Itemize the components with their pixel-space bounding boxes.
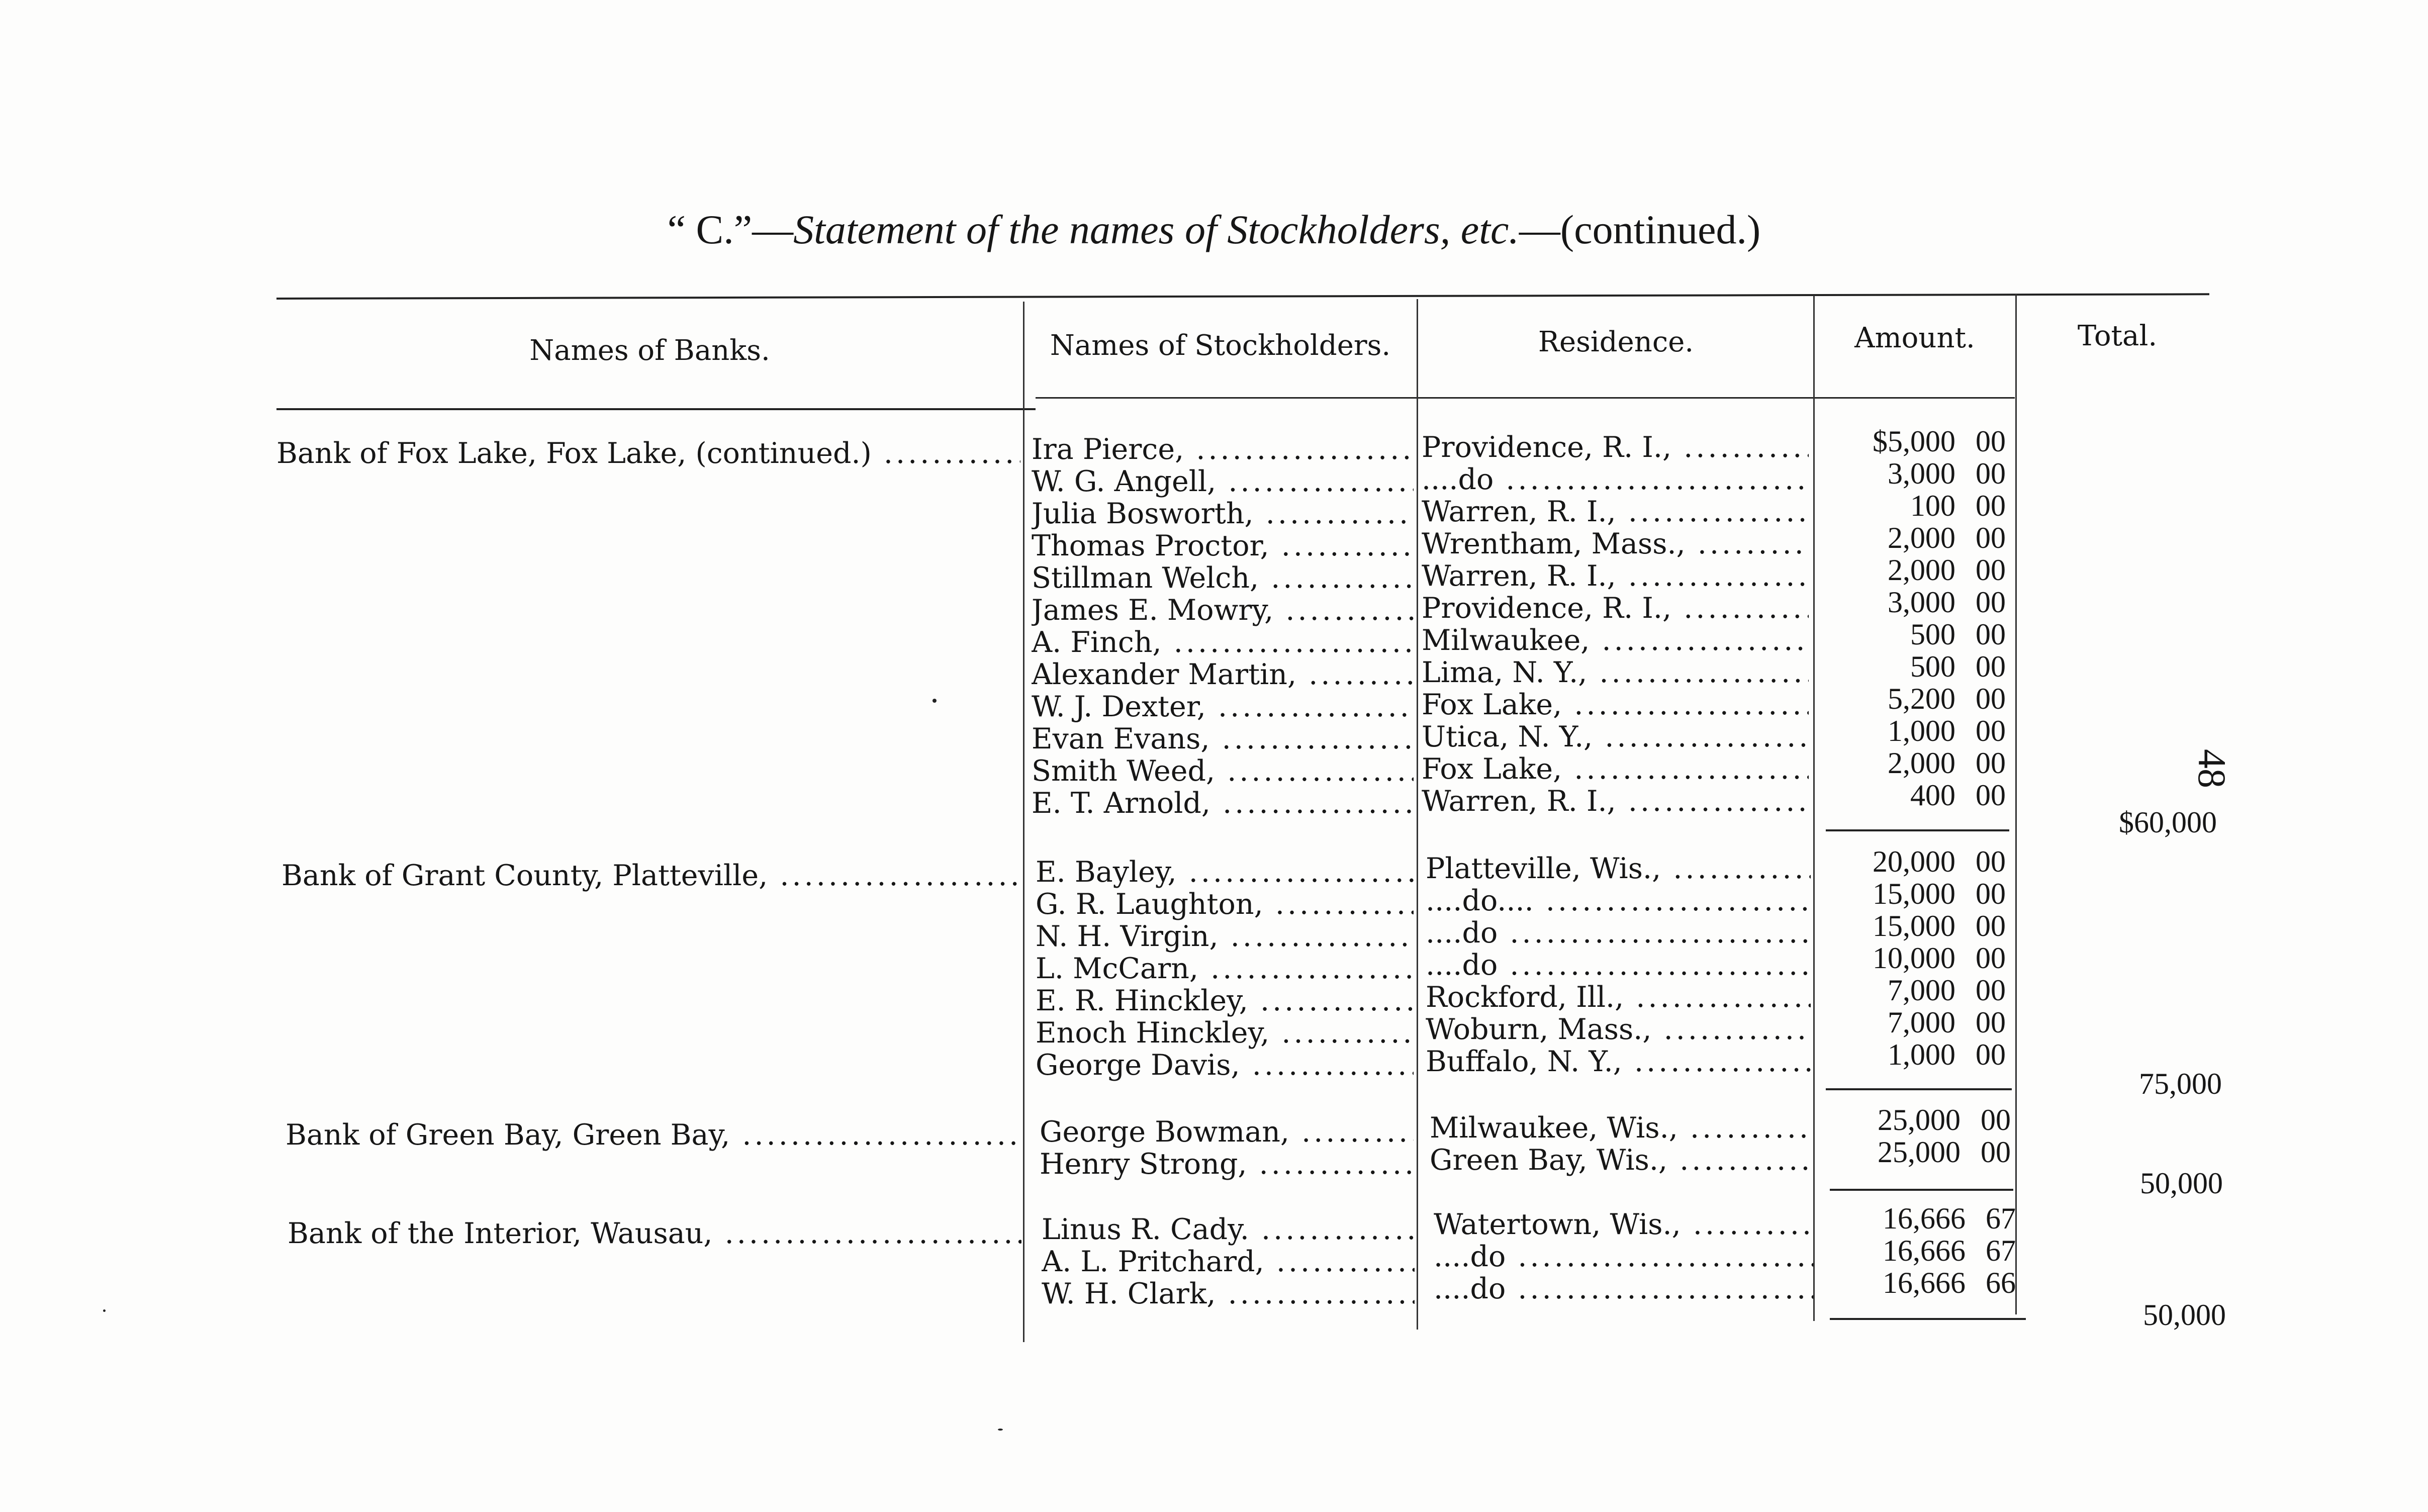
amount: 500 00 bbox=[1910, 618, 2006, 651]
residence: Milwaukee, ..... bbox=[1422, 624, 1809, 656]
residence: ....do ..... bbox=[1434, 1273, 1813, 1305]
amount: 5,200 00 bbox=[1888, 682, 2006, 715]
bank-name-green-bay: Bank of Green Bay, Green Bay, ..... bbox=[286, 1119, 1021, 1151]
stockholder-name: Ira Pierce, ..... bbox=[1032, 433, 1414, 465]
stockholder-name: Enoch Hinckley, ..... bbox=[1036, 1017, 1414, 1049]
bank-name-grant-county: Bank of Grant County, Platteville, ..... bbox=[282, 860, 1021, 892]
residence: Fox Lake, ..... bbox=[1422, 689, 1809, 721]
stockholder-name: W. G. Angell, ..... bbox=[1032, 465, 1414, 498]
stockholder-name: George Bowman, ..... bbox=[1040, 1116, 1414, 1148]
header-stockholder: Names of Stockholders. bbox=[1050, 329, 1391, 362]
title-italic: Statement of the names of Stockholders, etc. bbox=[793, 207, 1519, 252]
subtotal-rule bbox=[1830, 1318, 2026, 1320]
bank-name-fox-lake: Bank of Fox Lake, Fox Lake, (continued.) ..... bbox=[276, 437, 1020, 469]
bank-total: 75,000 bbox=[2139, 1067, 2222, 1100]
amount: 2,000 00 bbox=[1888, 521, 2006, 554]
residence: Utica, N. Y., ..... bbox=[1422, 721, 1809, 753]
residence: Platteville, Wis., ..... bbox=[1426, 853, 1811, 885]
amount: $5,000 00 bbox=[1873, 425, 2006, 458]
amount: 3,000 00 bbox=[1888, 586, 2006, 619]
amount: 1,000 00 bbox=[1888, 1038, 2006, 1071]
header-residence: Residence. bbox=[1538, 326, 1694, 358]
amount: 7,000 00 bbox=[1888, 1006, 2006, 1039]
residence: Wrentham, Mass., ..... bbox=[1422, 528, 1809, 560]
residence: ....do ..... bbox=[1426, 949, 1811, 981]
bank-total: $60,000 bbox=[2119, 806, 2217, 839]
amount: 500 00 bbox=[1910, 650, 2006, 683]
residence: Fox Lake, ..... bbox=[1422, 753, 1809, 785]
residence: ....do.... ..... bbox=[1426, 885, 1811, 917]
amount: 15,000 00 bbox=[1873, 909, 2006, 942]
amount: 2,000 00 bbox=[1888, 746, 2006, 780]
stockholder-name: Smith Weed, ..... bbox=[1032, 755, 1414, 787]
stockholder-name: Evan Evans, ..... bbox=[1032, 723, 1414, 755]
residence: ....do ..... bbox=[1426, 917, 1811, 949]
amount: 100 00 bbox=[1910, 489, 2006, 522]
residence: ....do ..... bbox=[1422, 463, 1809, 496]
stockholder-name: A. Finch, ..... bbox=[1032, 626, 1414, 658]
bank-name-interior: Bank of the Interior, Wausau, ..... bbox=[288, 1217, 1021, 1250]
residence: Providence, R. I., ..... bbox=[1422, 592, 1809, 624]
title-prefix: “ C.”— bbox=[667, 207, 794, 252]
amount: 16,666 67 bbox=[1883, 1234, 2016, 1267]
stockholder-name: George Davis, ..... bbox=[1036, 1049, 1414, 1081]
amount: 25,000 00 bbox=[1878, 1103, 2011, 1137]
amount: 400 00 bbox=[1910, 779, 2006, 812]
col-sep-amount bbox=[2015, 294, 2017, 1314]
residence: Rockford, Ill., ..... bbox=[1426, 981, 1811, 1013]
amount: 2,000 00 bbox=[1888, 553, 2006, 587]
scan-speck bbox=[932, 699, 937, 703]
scan-speck bbox=[998, 1429, 1003, 1431]
residence: Warren, R. I., ..... bbox=[1422, 560, 1809, 592]
residence: Buffalo, N. Y., ..... bbox=[1426, 1046, 1811, 1078]
title-suffix: —(continued.) bbox=[1519, 207, 1761, 252]
header-bottom-rule-right bbox=[1036, 397, 2015, 399]
stockholder-name: E. T. Arnold, ..... bbox=[1032, 787, 1414, 819]
amount: 20,000 00 bbox=[1873, 845, 2006, 878]
subtotal-rule bbox=[1830, 1189, 2013, 1191]
residence: Warren, R. I., ..... bbox=[1422, 496, 1809, 528]
residence: Green Bay, Wis., ..... bbox=[1430, 1144, 1812, 1176]
stockholder-name: Julia Bosworth, ..... bbox=[1032, 498, 1414, 530]
residence: Providence, R. I., ..... bbox=[1422, 431, 1809, 463]
residence: Watertown, Wis., ..... bbox=[1434, 1208, 1813, 1241]
stockholder-name: Stillman Welch, ..... bbox=[1032, 562, 1414, 594]
header-bank: Names of Banks. bbox=[529, 334, 770, 367]
stockholder-name: Alexander Martin, ..... bbox=[1032, 658, 1414, 691]
residence: Lima, N. Y., ..... bbox=[1422, 656, 1809, 689]
amount: 15,000 00 bbox=[1873, 877, 2006, 910]
col-sep-bank bbox=[1023, 302, 1024, 1342]
stockholder-name: Thomas Proctor, ..... bbox=[1032, 530, 1414, 562]
amount: 16,666 67 bbox=[1883, 1202, 2016, 1235]
header-amount: Amount. bbox=[1854, 322, 1975, 354]
amount: 10,000 00 bbox=[1873, 941, 2006, 975]
scan-speck bbox=[103, 1309, 106, 1312]
stockholder-name: Linus R. Cady. ..... bbox=[1042, 1213, 1415, 1246]
stockholder-name: A. L. Pritchard, ..... bbox=[1042, 1246, 1415, 1278]
stockholder-name: E. Bayley, ..... bbox=[1036, 856, 1414, 888]
page-title bbox=[0, 206, 2428, 253]
residence: Warren, R. I., ..... bbox=[1422, 785, 1809, 817]
stockholder-name: L. McCarn, ..... bbox=[1036, 953, 1414, 985]
stockholder-name: Henry Strong, ..... bbox=[1040, 1148, 1414, 1180]
bank-total: 50,000 bbox=[2143, 1298, 2226, 1332]
page-number: 48 bbox=[2190, 749, 2234, 788]
stockholder-name: W. H. Clark, ..... bbox=[1042, 1278, 1415, 1310]
header-total: Total. bbox=[2077, 320, 2158, 352]
bank-total: 50,000 bbox=[2140, 1167, 2223, 1200]
subtotal-rule bbox=[1826, 829, 2009, 831]
residence: ....do ..... bbox=[1434, 1241, 1813, 1273]
stockholder-name: G. R. Laughton, ..... bbox=[1036, 888, 1414, 920]
residence: Milwaukee, Wis., ..... bbox=[1430, 1112, 1812, 1144]
residence: Woburn, Mass., ..... bbox=[1426, 1013, 1811, 1046]
amount: 16,666 66 bbox=[1883, 1266, 2016, 1299]
table-top-rule bbox=[276, 293, 2209, 300]
stockholder-name: James E. Mowry, ..... bbox=[1032, 594, 1414, 626]
stockholder-name: W. J. Dexter, ..... bbox=[1032, 691, 1414, 723]
col-sep-stockholder bbox=[1417, 299, 1418, 1330]
stockholder-name: E. R. Hinckley, ..... bbox=[1036, 985, 1414, 1017]
subtotal-rule bbox=[1826, 1088, 2012, 1090]
amount: 3,000 00 bbox=[1888, 457, 2006, 490]
amount: 7,000 00 bbox=[1888, 974, 2006, 1007]
stockholder-name: N. H. Virgin, ..... bbox=[1036, 920, 1414, 953]
amount: 25,000 00 bbox=[1878, 1136, 2011, 1169]
amount: 1,000 00 bbox=[1888, 714, 2006, 747]
header-bottom-rule bbox=[276, 408, 1036, 410]
